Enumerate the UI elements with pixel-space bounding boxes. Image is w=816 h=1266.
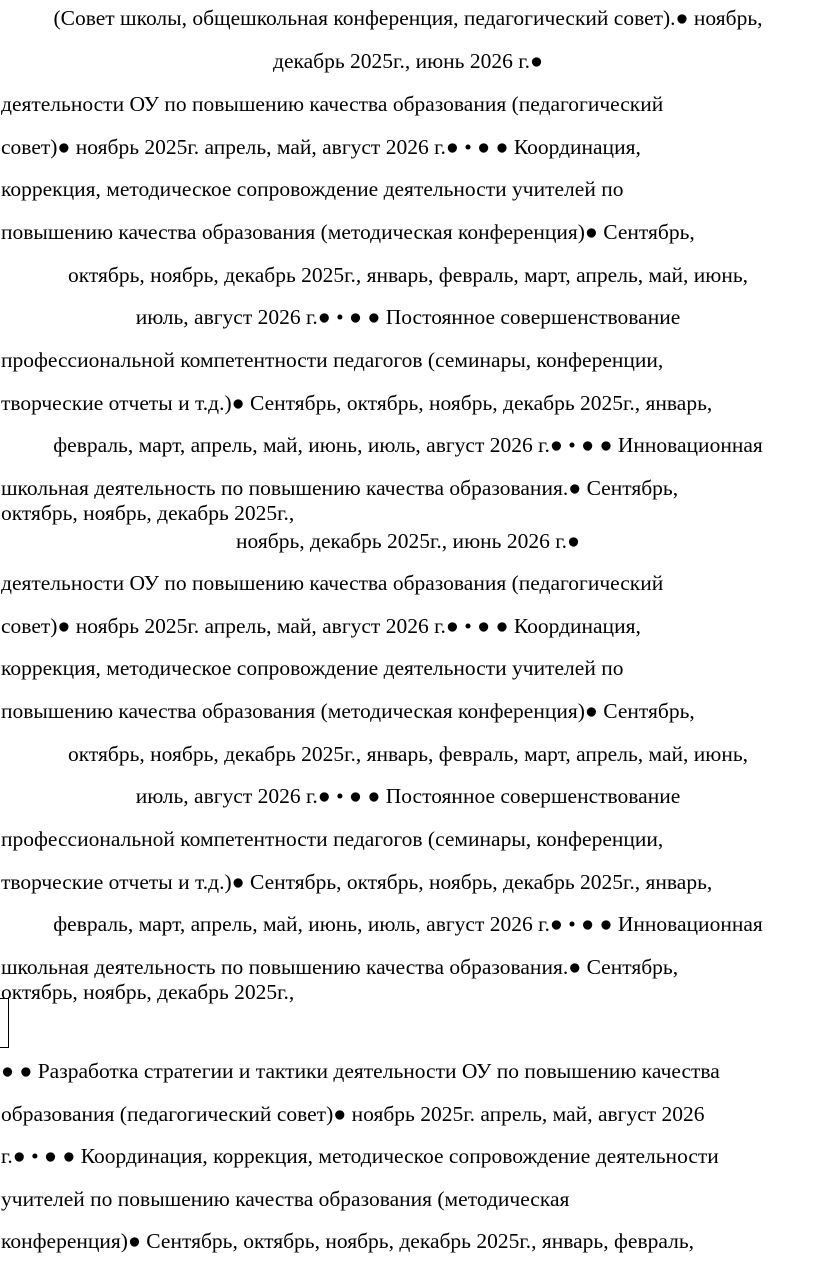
text-line-10: творческие отчеты и т.д.)● Сентябрь, октябрь, ноябрь, декабрь 2025г., январь,: [1, 391, 713, 415]
text-line-13: октябрь, ноябрь, декабрь 2025г.,: [1, 501, 295, 525]
text-line-30: конференция)● Сентябрь, октябрь, ноябрь, декабрь 2025г., январь, февраль,: [1, 1229, 694, 1253]
text-line-17: коррекция, методическое сопровождение деятельности учителей по: [1, 656, 624, 680]
text-line-15: деятельности ОУ по повышению качества образования (педагогический: [1, 571, 664, 595]
text-line-2: декабрь 2025г., июнь 2026 г.●: [273, 49, 543, 73]
text-line-20: июль, август 2026 г.● • ● ● Постоянное совершенствование: [135, 784, 681, 808]
text-line-1: (Совет школы, общешкольная конференция, педагогический совет).● ноябрь,: [53, 6, 763, 30]
text-line-4: совет)● ноябрь 2025г. апрель, май, август 2026 г.● • ● ● Координация,: [1, 135, 641, 159]
text-line-25: октябрь, ноябрь, декабрь 2025г.,: [1, 980, 295, 1004]
text-line-28: г.● • ● ● Координация, коррекция, методическое сопровождение деятельности: [1, 1144, 719, 1168]
text-line-7: октябрь, ноябрь, декабрь 2025г., январь, февраль, март, апрель, май, июнь,: [67, 263, 749, 287]
text-line-19: октябрь, ноябрь, декабрь 2025г., январь, февраль, март, апрель, май, июнь,: [67, 742, 749, 766]
text-line-12: школьная деятельность по повышению качества образования.● Сентябрь,: [1, 476, 679, 500]
text-line-6: повышению качества образования (методическая конференция)● Сентябрь,: [1, 220, 695, 244]
text-line-27: образования (педагогический совет)● ноябрь 2025г. апрель, май, август 2026: [1, 1102, 705, 1126]
text-line-8: июль, август 2026 г.● • ● ● Постоянное совершенствование: [135, 305, 681, 329]
text-line-24: школьная деятельность по повышению качества образования.● Сентябрь,: [1, 955, 679, 979]
text-line-3: деятельности ОУ по повышению качества образования (педагогический: [1, 92, 664, 116]
text-line-16: совет)● ноябрь 2025г. апрель, май, август 2026 г.● • ● ● Координация,: [1, 614, 641, 638]
text-line-5: коррекция, методическое сопровождение деятельности учителей по: [1, 177, 624, 201]
text-line-21: профессиональной компетентности педагогов (семинары, конференции,: [1, 827, 664, 851]
text-line-26: ● ● Разработка стратегии и тактики деятельности ОУ по повышению качества: [1, 1059, 720, 1083]
text-line-14: ноябрь, декабрь 2025г., июнь 2026 г.●: [236, 529, 580, 553]
text-line-18: повышению качества образования (методическая конференция)● Сентябрь,: [1, 699, 695, 723]
text-line-23: февраль, март, апрель, май, июнь, июль, август 2026 г.● • ● ● Инновационная: [53, 912, 763, 936]
text-line-11: февраль, март, апрель, май, июнь, июль, август 2026 г.● • ● ● Инновационная: [53, 433, 763, 457]
text-line-29: учителей по повышению качества образования (методическая: [1, 1187, 570, 1211]
table-cell-border: [0, 998, 9, 1048]
text-line-9: профессиональной компетентности педагогов (семинары, конференции,: [1, 348, 664, 372]
text-line-22: творческие отчеты и т.д.)● Сентябрь, октябрь, ноябрь, декабрь 2025г., январь,: [1, 870, 713, 894]
